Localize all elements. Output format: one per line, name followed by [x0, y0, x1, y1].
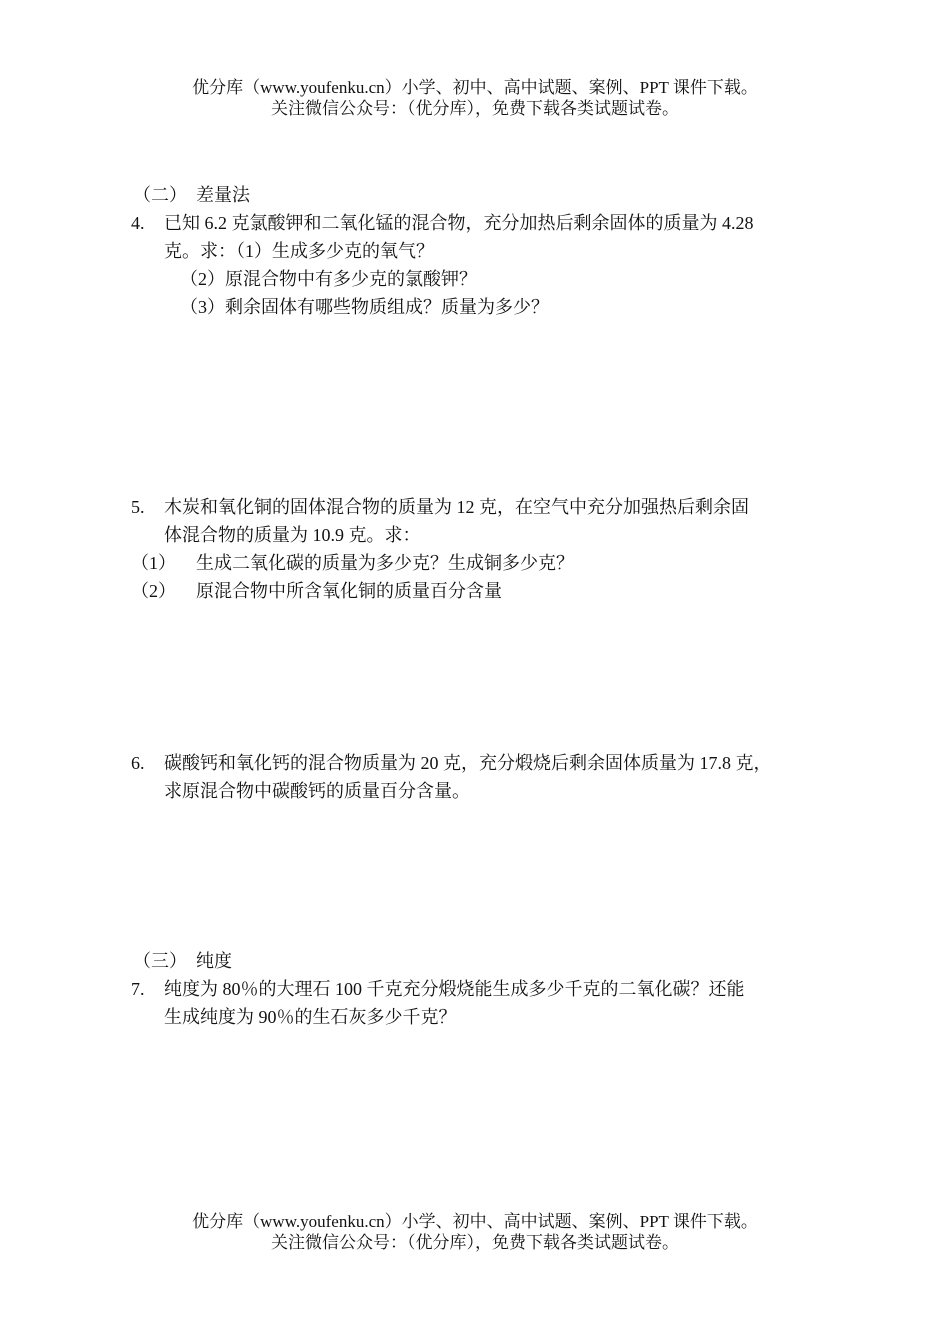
- page-header-line-1: 优分库（www.youfenku.cn）小学、初中、高中试题、案例、PPT 课件下载。: [192, 78, 758, 97]
- page-footer-line-1: 优分库（www.youfenku.cn）小学、初中、高中试题、案例、PPT 课件下载。: [192, 1212, 758, 1231]
- q5-sub-1-label: （1）: [131, 553, 176, 573]
- q6-number: 6.: [131, 753, 145, 773]
- q7-number: 7.: [131, 979, 145, 999]
- page-header-line-2: 关注微信公众号：（优分库），免费下载各类试题试卷。: [271, 99, 679, 118]
- page-footer-line-2: 关注微信公众号：（优分库），免费下载各类试题试卷。: [271, 1233, 679, 1252]
- q4-line-2: 克。求：（1）生成多少克的氧气？: [164, 241, 434, 261]
- section-3-label: （三）: [133, 951, 187, 971]
- q5-sub-2-text: 原混合物中所含氧化铜的质量百分含量: [196, 581, 502, 601]
- section-2-title: 差量法: [196, 185, 250, 205]
- q4-number: 4.: [131, 213, 145, 233]
- section-2-label: （二）: [133, 185, 187, 205]
- q5-sub-1-text: 生成二氧化碳的质量为多少克？生成铜多少克？: [196, 553, 574, 573]
- q4-sub-3: （3）剩余固体有哪些物质组成？质量为多少？: [180, 297, 549, 317]
- q6-line-2: 求原混合物中碳酸钙的质量百分含量。: [164, 781, 470, 801]
- q7-line-2: 生成纯度为 90％的生石灰多少千克？: [164, 1007, 457, 1027]
- q6-line-1: 碳酸钙和氧化钙的混合物质量为 20 克，充分煅烧后剩余固体质量为 17.8 克，: [164, 753, 772, 773]
- q5-line-2: 体混合物的质量为 10.9 克。求：: [164, 525, 421, 545]
- q5-line-1: 木炭和氧化铜的固体混合物的质量为 12 克，在空气中充分加强热后剩余固: [164, 497, 749, 517]
- q4-sub-2: （2）原混合物中有多少克的氯酸钾？: [180, 269, 477, 289]
- q5-number: 5.: [131, 497, 145, 517]
- q4-line-1: 已知 6.2 克氯酸钾和二氧化锰的混合物，充分加热后剩余固体的质量为 4.28: [164, 213, 754, 233]
- q7-line-1: 纯度为 80％的大理石 100 千克充分煅烧能生成多少千克的二氧化碳？还能: [164, 979, 745, 999]
- section-3-title: 纯度: [196, 951, 232, 971]
- q5-sub-2-label: （2）: [131, 581, 176, 601]
